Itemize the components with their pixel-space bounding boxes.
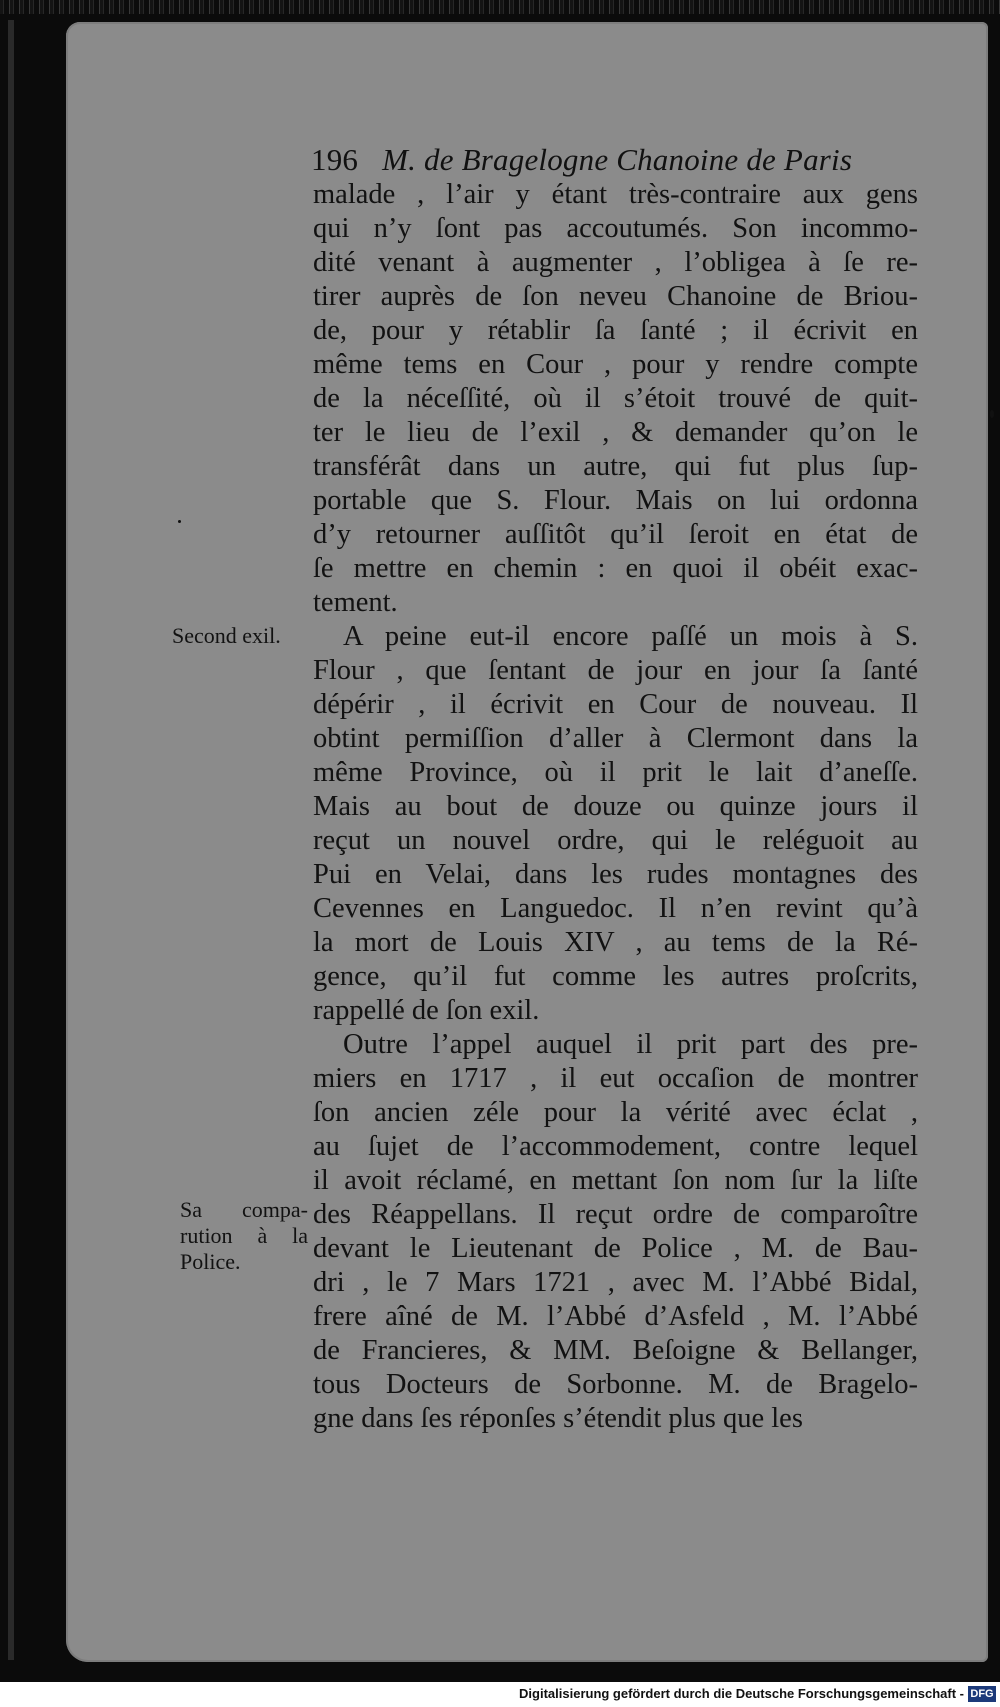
page-number: 196 (311, 142, 359, 177)
text-line: miers en 1717 , il eut occaſion de montrer (313, 1063, 918, 1094)
text-line: il avoit réclamé, en mettant ſon nom ſur la liſte (313, 1165, 918, 1196)
body-text (313, 178, 918, 1436)
margin-note-line: Police. (180, 1249, 241, 1274)
text-line: devant le Lieutenant de Police , M. de Bau- (313, 1233, 918, 1264)
text-line: gne dans ſes réponſes s’étendit plus que les (313, 1403, 803, 1434)
text-line: des Réappellans. Il reçut ordre de comparoître (313, 1199, 918, 1230)
text-line: ter le lieu de l’exil , & demander qu’on le (313, 417, 918, 448)
text-line: dépérir , il écrivit en Cour de nouveau. Il (313, 689, 918, 720)
dfg-logo: DFG (968, 1686, 996, 1702)
text-line: gence, qu’il fut comme les autres proſcrits, (313, 961, 918, 992)
text-line: transférât dans un autre, qui fut plus ſup- (313, 451, 918, 482)
text-line: frere aîné de M. l’Abbé d’Asfeld , M. l’Abbé (313, 1301, 918, 1332)
text-line: qui n’y ſont pas accoutumés. Son incommo- (313, 213, 918, 244)
text-line: la mort de Louis XIV , au tems de la Ré- (313, 927, 918, 958)
text-line: de la néceſſité, où il s’étoit trouvé de quit- (313, 383, 918, 414)
text-line: ſe mettre en chemin : en quoi il obéit exac- (313, 553, 918, 584)
digitization-footer (0, 1682, 1000, 1707)
margin-note-second-exil: Second exil. (172, 623, 281, 648)
margin-note-line: Sa compa- (180, 1197, 308, 1222)
text-line: même Province, où il prit le lait d’aneſſe. (313, 757, 918, 788)
scan-speck (990, 410, 994, 418)
scan-left-edge (8, 20, 14, 1660)
text-line: rappellé de ſon exil. (313, 995, 540, 1026)
scan-speck (178, 520, 181, 523)
running-head (311, 142, 911, 178)
margin-note-comparution (180, 1197, 310, 1275)
footer-credit: Digitalisierung gefördert durch die Deutsche Forschungsgemeinschaft - (519, 1686, 964, 1701)
text-line: de, pour y rétablir ſa ſanté ; il écrivit en (313, 315, 918, 346)
text-line: tement. (313, 587, 398, 618)
text-line: d’y retourner auſſitôt qu’il ſeroit en état de (313, 519, 918, 550)
text-line: dité venant à augmenter , l’obligea à ſe re- (313, 247, 918, 278)
text-line: dri , le 7 Mars 1721 , avec M. l’Abbé Bidal, (313, 1267, 918, 1298)
text-line: obtint permiſſion d’aller à Clermont dans la (313, 723, 918, 754)
text-line: malade , l’air y étant très-contraire aux gens (313, 179, 918, 210)
text-line: Outre l’appel auquel il prit part des pre- (343, 1029, 918, 1060)
text-line: tirer auprès de ſon neveu Chanoine de Briou- (313, 281, 918, 312)
text-line: ſon ancien zéle pour la vérité avec éclat , (313, 1097, 918, 1128)
text-line: Pui en Velai, dans les rudes montagnes des (313, 859, 918, 890)
text-line: au ſujet de l’accommodement, contre lequel (313, 1131, 918, 1162)
running-title: M. de Bragelogne Chanoine de Paris (382, 142, 853, 177)
text-line: A peine eut-il encore paſſé un mois à S. (343, 621, 918, 652)
text-line: Flour , que ſentant de jour en jour ſa ſanté (313, 655, 918, 686)
text-line: reçut un nouvel ordre, qui le reléguoit au (313, 825, 918, 856)
text-line: tous Docteurs de Sorbonne. M. de Bragelo- (313, 1369, 918, 1400)
text-line: de Francieres, & MM. Beſoigne & Bellanger, (313, 1335, 918, 1366)
scan-top-edge (0, 0, 1000, 14)
text-line: même tems en Cour , pour y rendre compte (313, 349, 918, 380)
text-line: portable que S. Flour. Mais on lui ordonna (313, 485, 918, 516)
text-line: Cevennes en Languedoc. Il n’en revint qu’à (313, 893, 918, 924)
margin-note-line: rution à la (180, 1223, 308, 1248)
text-line: Mais au bout de douze ou quinze jours il (313, 791, 918, 822)
